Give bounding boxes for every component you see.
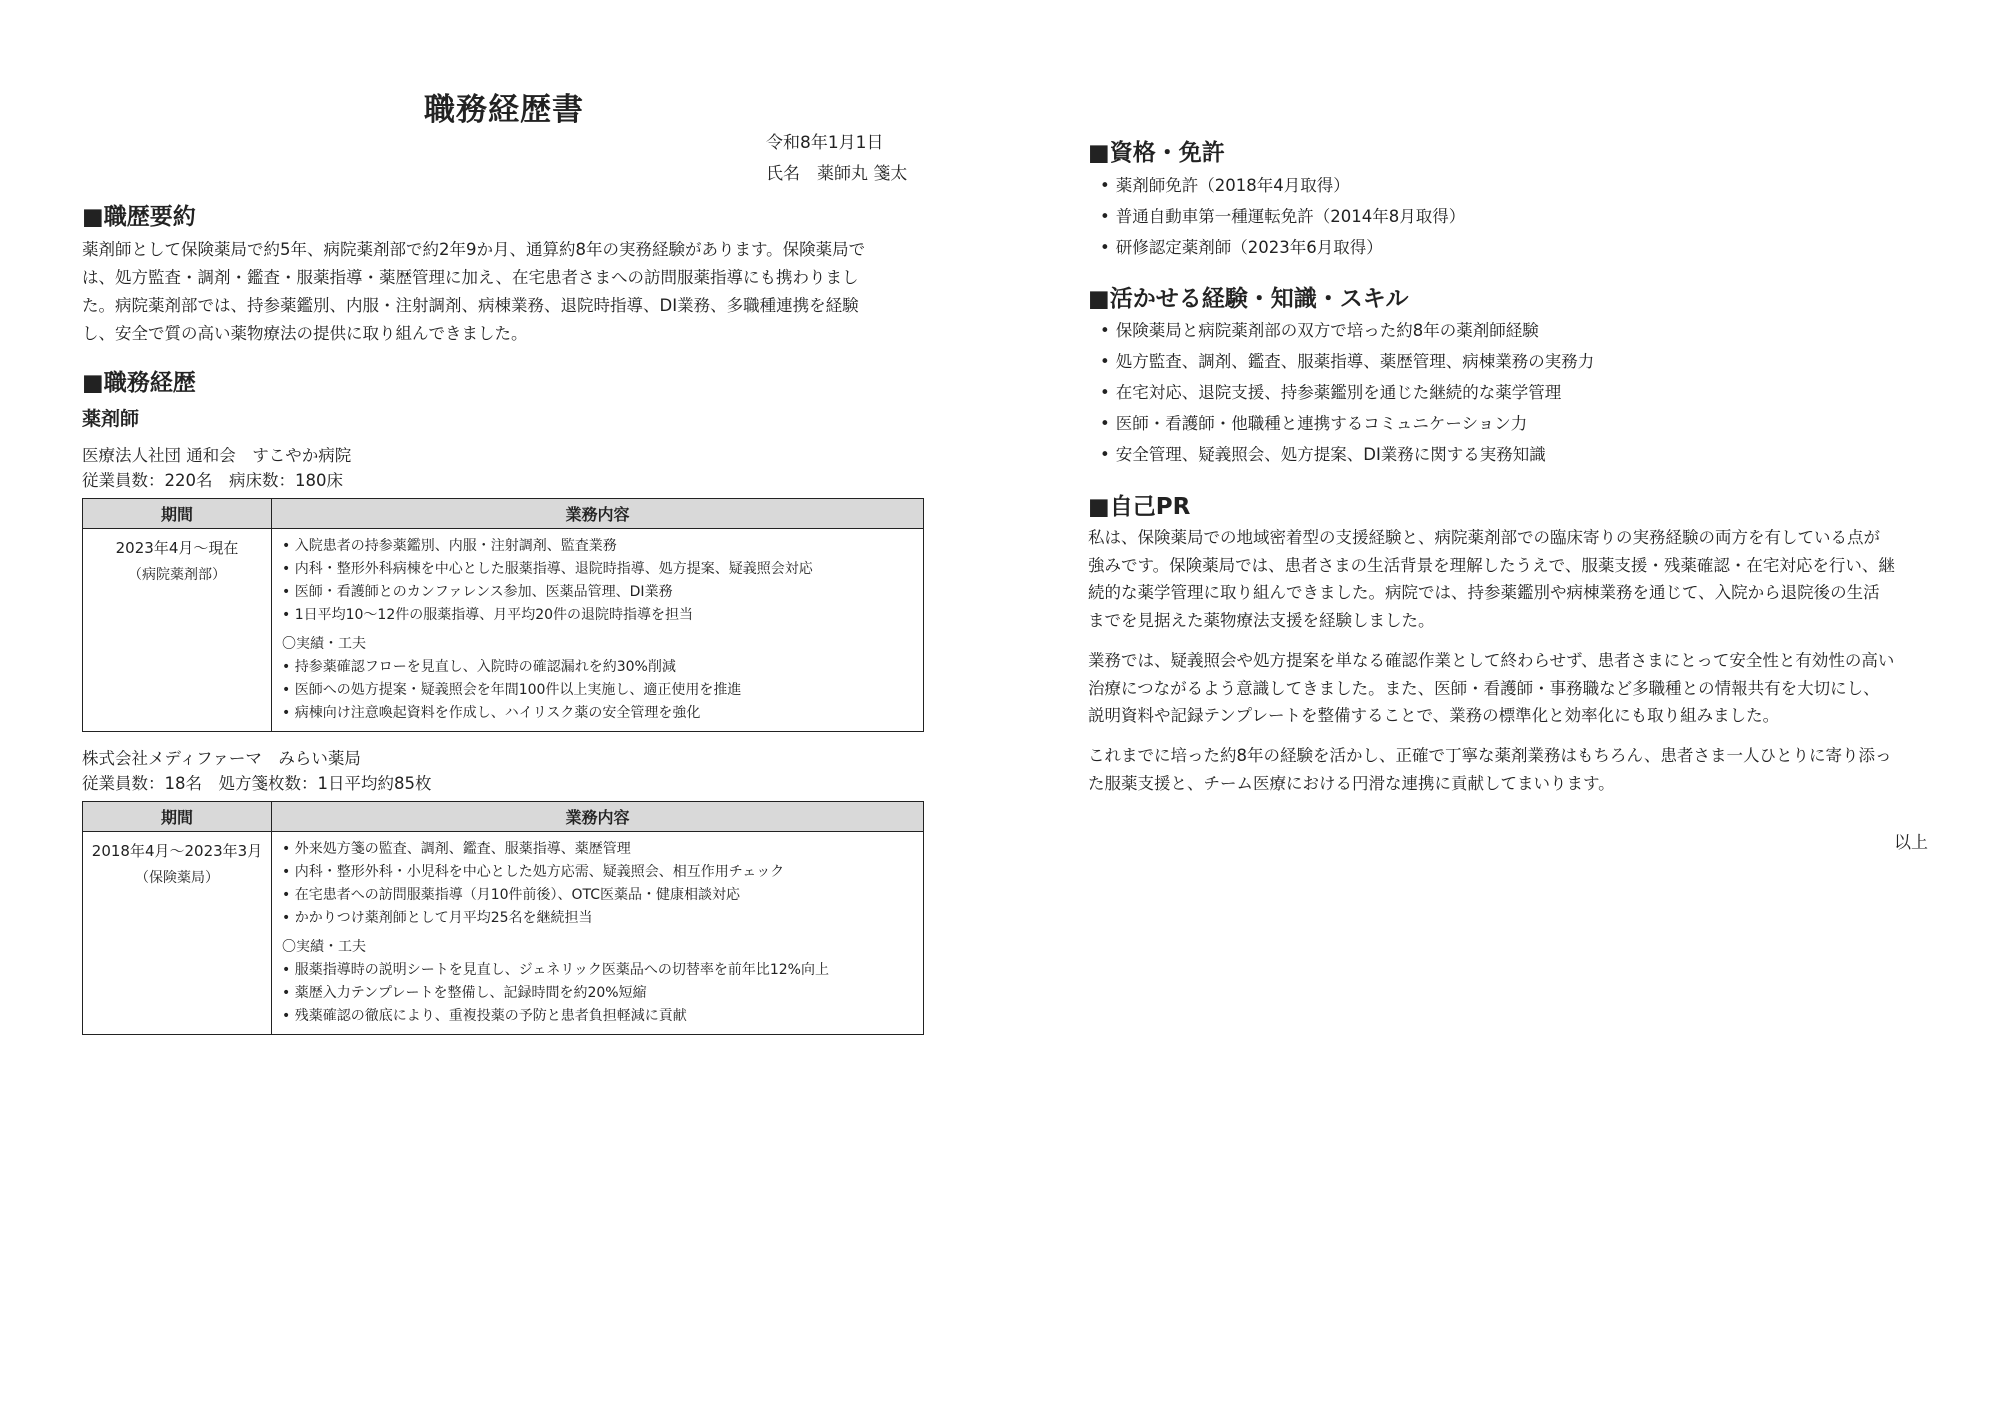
pr-line: これまでに培った約8年の経験を活かし、正確で丁寧な薬剤業務はもちろん、患者さま一人ひとりに寄り添っ [1088,746,1892,765]
achievement-item: • 残薬確認の徹底により、重複投薬の予防と患者負担軽減に貢献 [282,1008,687,1024]
department: （病院薬剤部） [128,567,226,583]
list-item: • 薬剤師免許（2018年4月取得） [1088,170,1465,201]
duties-header: 業務内容 [272,499,924,529]
list-item: • 保険薬局と病院薬剤部の双方で培った約8年の薬剤師経験 [1088,315,1594,346]
closing-text: 以上 [1894,833,1928,853]
applicant-name: 氏名 薬師丸 箋太 [766,164,908,184]
duties-cell [272,832,924,1035]
summary-line: は、処方監査・調剤・鑑査・服薬指導・薬歴管理に加え、在宅患者さまへの訪問服薬指導にも携わりまし [82,268,859,287]
duty-item: • 内科・整形外科・小児科を中心とした処方応需、疑義照会、相互作用チェック [282,864,785,880]
skills-list [1088,315,1594,470]
company-scale: 従業員数：220名 病床数：180床 [82,471,343,490]
pr-line: 強みです。保険薬局では、患者さまの生活背景を理解したうえで、服薬支援・残薬確認・在宅対応を行い、継 [1088,555,1895,575]
career-role: 薬剤師 [82,408,140,430]
pr-line: までを見据えた薬物療法支援を経験しました。 [1088,610,1435,630]
licenses-list [1088,170,1465,263]
summary-text [82,236,898,348]
period-header: 期間 [83,802,272,832]
summary-line: し、安全で質の高い薬物療法の提供に取り組んできました。 [82,324,528,343]
summary-line: 薬剤師として保険薬局で約5年、病院薬剤部で約2年9か月、通算約8年の実務経験があります。保険薬局で [82,240,866,259]
table-row [83,832,924,1035]
document-date: 令和8年1月1日 [766,133,884,153]
duty-item: • 医師・看護師とのカンファレンス参加、医薬品管理、DI業務 [282,584,673,600]
summary-heading: ■職歴要約 [82,204,196,230]
company-info [82,746,432,796]
pr-line: 業務では、疑義照会や処方提案を単なる確認作業として終わらせず、患者さまにとって安全性と有効性の高い [1088,651,1895,670]
duty-item: • 内科・整形外科病棟を中心とした服薬指導、退院時指導、処方提案、疑義照会対応 [282,561,813,577]
achievements-label: 〇実績・工夫 [282,939,366,955]
pr-paragraph [1088,742,1928,797]
career-table [82,801,924,1035]
company-name: 医療法人社団 通和会 すこやか病院 [82,446,352,465]
department: （保険薬局） [135,870,219,886]
pr-line: 説明資料や記録テンプレートを整備することで、業務の標準化と効率化にも取り組みました。 [1088,706,1780,725]
table-row [83,529,924,732]
list-item: • 普通自動車第一種運転免許（2014年8月取得） [1088,201,1465,232]
list-item: • 処方監査、調剤、鑑査、服薬指導、薬歴管理、病棟業務の実務力 [1088,346,1594,377]
career-table [82,498,924,732]
achievement-item: • 薬歴入力テンプレートを整備し、記録時間を約20%短縮 [282,985,647,1001]
summary-line: た。病院薬剤部では、持参薬鑑別、内服・注射調剤、病棟業務、退院時指導、DI業務、多職種連携を経験 [82,296,859,315]
achievement-item: • 服薬指導時の説明シートを見直し、ジェネリック医薬品への切替率を前年比12%向上 [282,962,829,978]
pr-line: た服薬支援と、チーム医療における円滑な連携に貢献してまいります。 [1088,773,1615,793]
period-cell [83,832,272,1035]
duties-header: 業務内容 [272,802,924,832]
career-heading: ■職務経歴 [82,370,196,396]
list-item: • 安全管理、疑義照会、処方提案、DI業務に関する実務知識 [1088,439,1594,470]
duty-item: • 外来処方箋の監査、調剤、鑑査、服薬指導、薬歴管理 [282,841,631,857]
pr-paragraph [1088,524,1928,634]
period-header: 期間 [83,499,272,529]
duty-item: • 在宅患者への訪問服薬指導（月10件前後）、OTC医薬品・健康相談対応 [282,887,741,903]
period-value: 2023年4月〜現在 [115,539,239,557]
company-info [82,443,351,493]
achievements-label: 〇実績・工夫 [282,636,366,652]
document-title: 職務経歴書 [424,92,584,128]
licenses-heading: ■資格・免許 [1088,140,1225,166]
period-value: 2018年4月〜2023年3月 [91,842,263,860]
pr-paragraph [1088,647,1928,730]
list-item: • 医師・看護師・他職種と連携するコミュニケーション力 [1088,408,1594,439]
achievement-item: • 医師への処方提案・疑義照会を年間100件以上実施し、適正使用を推進 [282,682,742,698]
pr-line: 私は、保険薬局での地域密着型の支援経験と、病院薬剤部での臨床寄りの実務経験の両方を有している点が [1088,528,1880,547]
achievement-item: • 持参薬確認フローを見直し、入院時の確認漏れを約30%削減 [282,659,676,675]
list-item: • 在宅対応、退院支援、持参薬鑑別を通じた継続的な薬学管理 [1088,377,1594,408]
duty-item: • 1日平均10〜12件の服薬指導、月平均20件の退院時指導を担当 [282,607,694,623]
pr-line: 続的な薬学管理に取り組んできました。病院では、持参薬鑑別や病棟業務を通じて、入院から退院後の生活 [1088,583,1880,602]
period-cell [83,529,272,732]
skills-heading: ■活かせる経験・知識・スキル [1088,286,1409,312]
company-scale: 従業員数：18名 処方箋枚数：1日平均約85枚 [82,774,432,793]
duties-cell [272,529,924,732]
pr-heading: ■自己PR [1088,494,1191,520]
list-item: • 研修認定薬剤師（2023年6月取得） [1088,232,1465,263]
duty-item: • 入院患者の持参薬鑑別、内服・注射調剤、監査業務 [282,538,617,554]
achievement-item: • 病棟向け注意喚起資料を作成し、ハイリスク薬の安全管理を強化 [282,705,701,721]
duty-item: • かかりつけ薬剤師として月平均25名を継続担当 [282,910,593,926]
company-name: 株式会社メディファーマ みらい薬局 [82,749,361,768]
pr-line: 治療につながるよう意識してきました。また、医師・看護師・事務職など多職種との情報共有を大切にし、 [1088,678,1880,698]
